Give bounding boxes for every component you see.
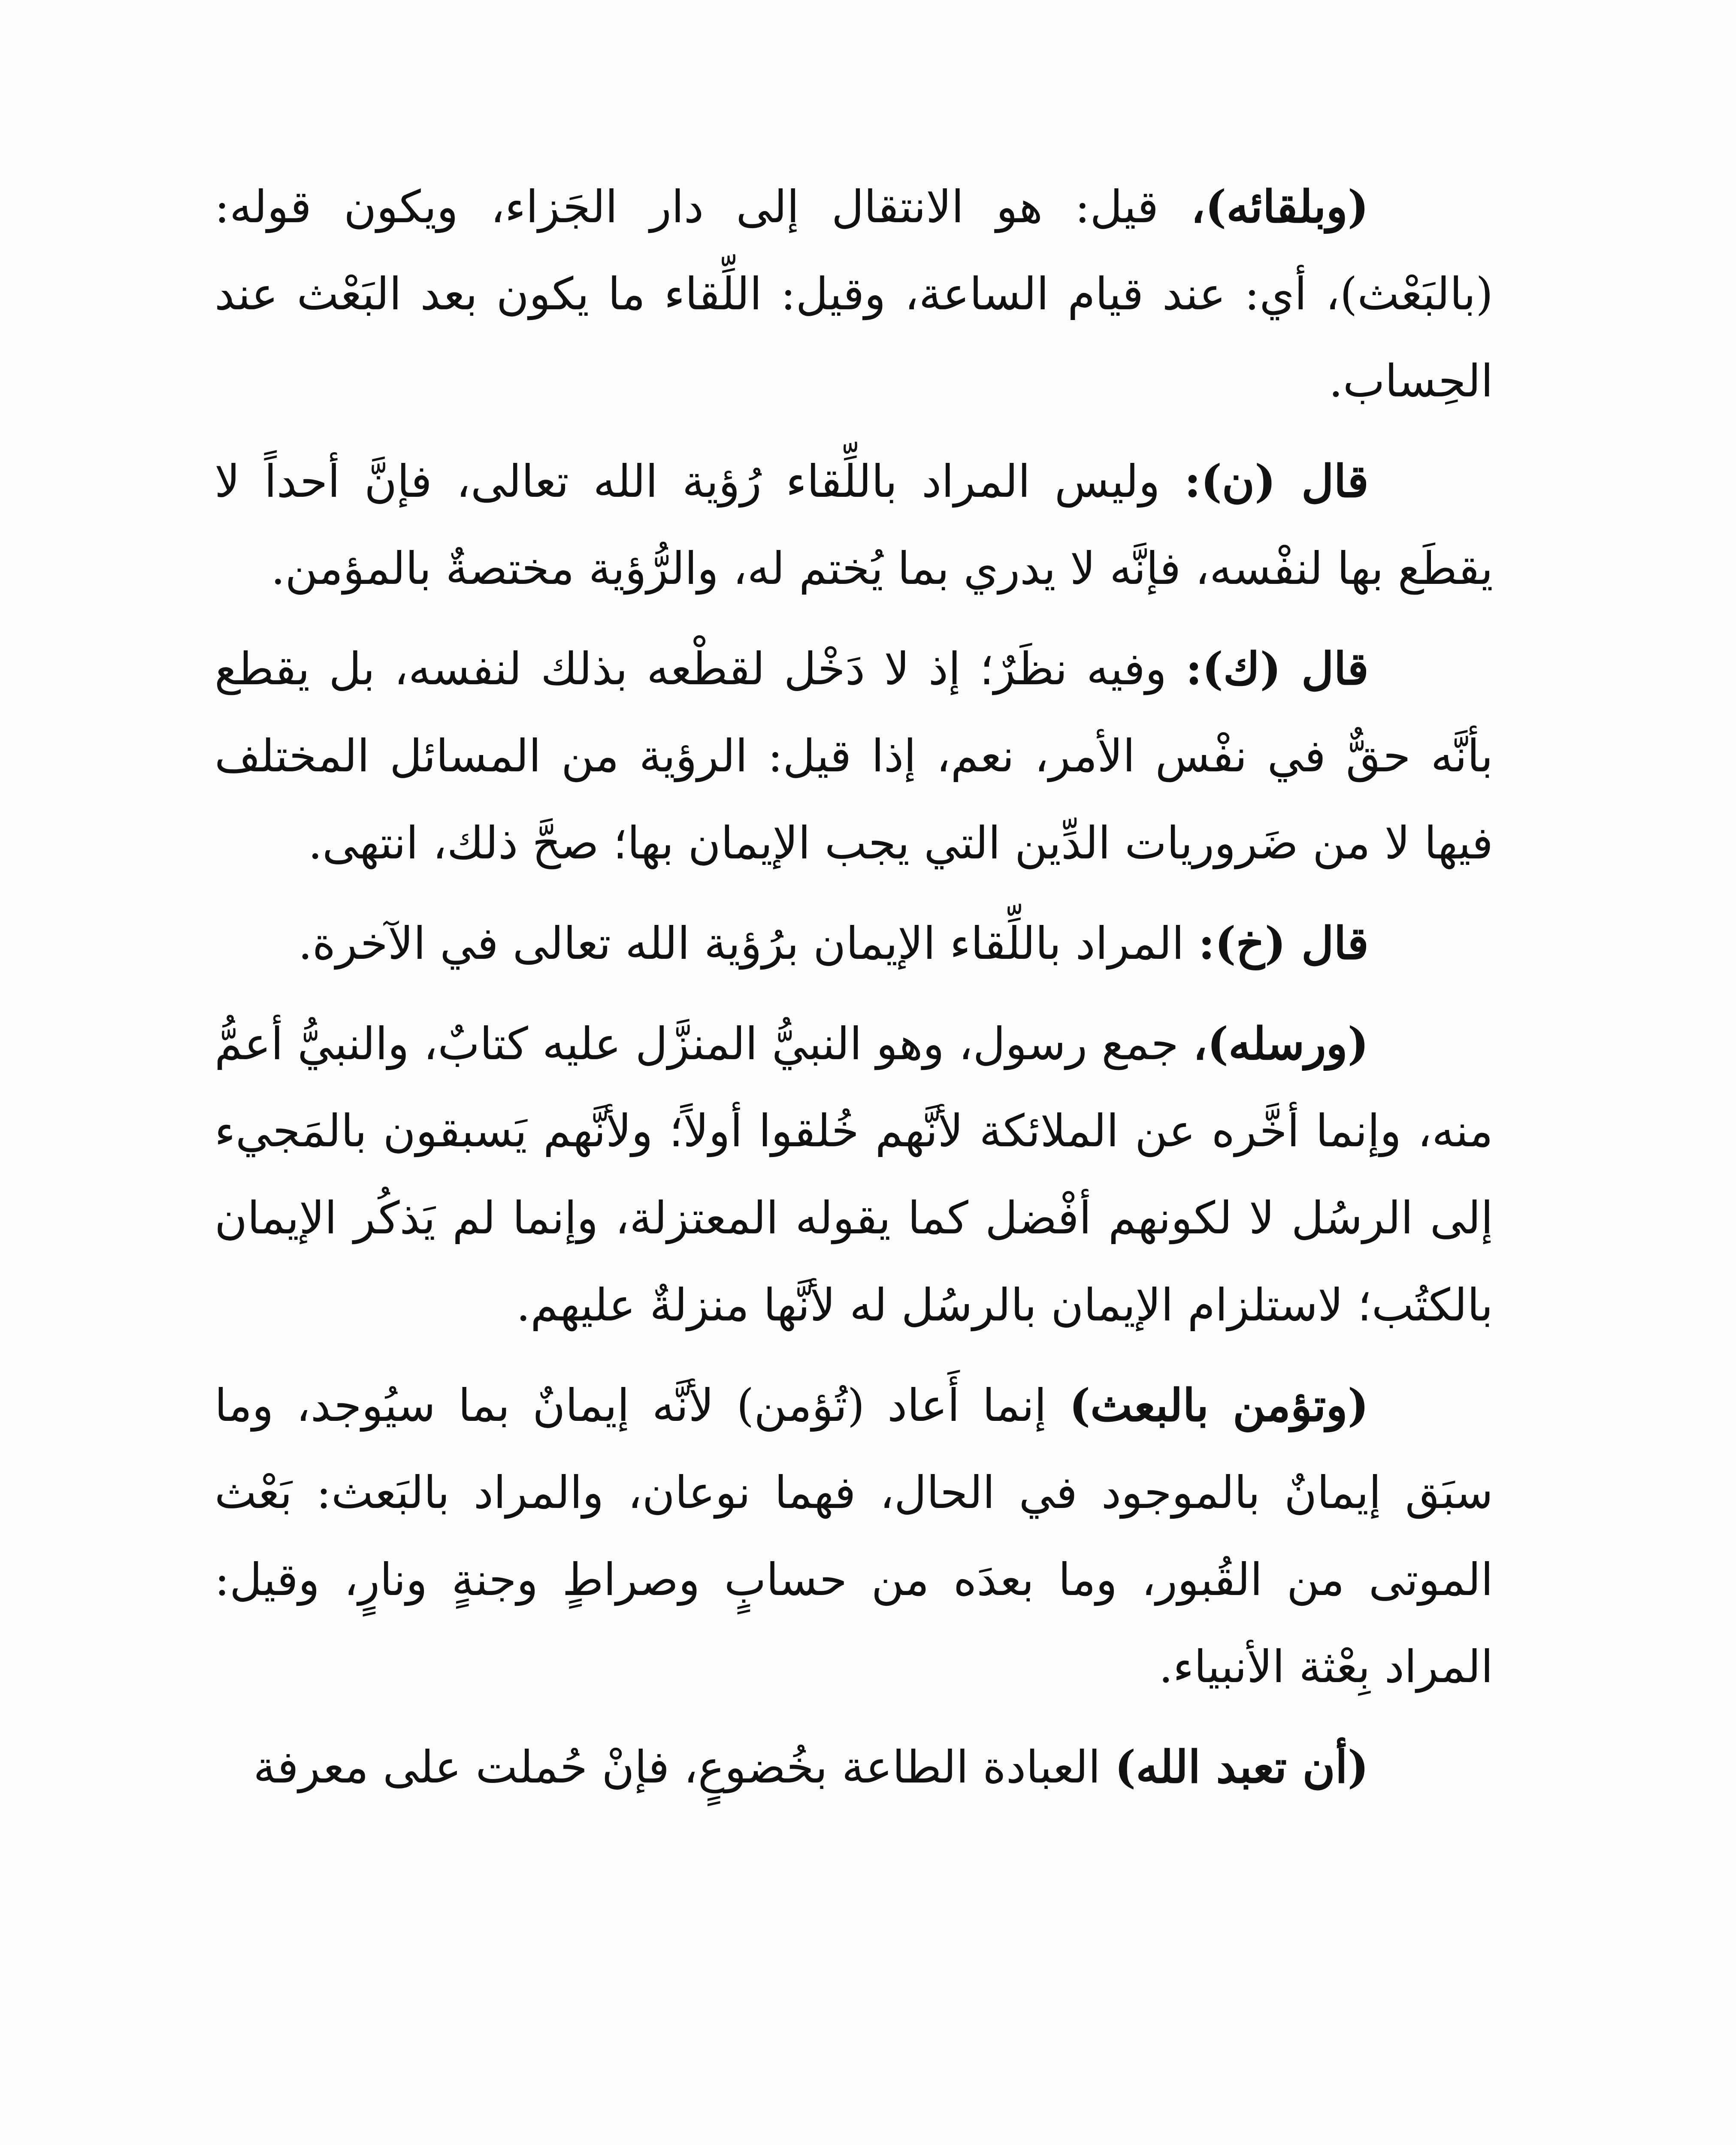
paragraph-lead: (وبلقائه)، [1191,180,1369,233]
paragraph-4 [215,900,1493,987]
paragraph-text: إنما أَعاد (تُؤمن) لأنَّه إيمانٌ بما سيُوجد، وما سبَق إيمانٌ بالموجود في الحال، فهما نوعان، والمراد بالبَعث: بَعْث الموتى من القُبور، وما بعدَه من حسابٍ وصراطٍ وجنةٍ ونارٍ، وقيل: المراد بِعْثة الأنبياء. [215,1379,1493,1693]
paragraph-text: وليس المراد باللِّقاء رُؤية الله تعالى، فإنَّ أحداً لا يقطَع بها لنفْسه، فإنَّه لا يدري بما يُختم له، والرُّؤية مختصةٌ بالمؤمن. [215,455,1493,595]
paragraph-lead: (أن تعبد الله) [1115,1740,1369,1793]
paragraph-text: وفيه نظَرٌ؛ إذ لا دَخْل لقطْعه بذلك لنفسه، بل يقطع بأنَّه حقٌّ في نفْس الأمر، نعم، إذا قيل: الرؤية من المسائل المختلف فيها لا من ضَروريات الدِّين التي يجب الإيمان بها؛ صحَّ ذلك، انتهى. [215,643,1493,869]
paragraph-lead: قال (ك): [1186,642,1369,695]
paragraph-lead: (وتؤمن بالبعث) [1069,1379,1369,1432]
paragraph-text: العبادة الطاعة بخُضوعٍ، فإنْ حُملت على معرفة [253,1741,1115,1793]
paragraph-6 [215,1362,1493,1710]
paragraph-text: قيل: هو الانتقال إلى دار الجَزاء، ويكون قوله: (بالبَعْث)، أي: عند قيام الساعة، وقيل: اللِّقاء ما يكون بعد البَعْث عند الحِساب. [215,181,1493,407]
paragraph-lead: قال (ن): [1184,455,1369,508]
paragraph-7 [215,1723,1493,1811]
paragraph-5 [215,1000,1493,1349]
paragraph-2 [215,438,1493,612]
paragraph-text: جمع رسول، وهو النبيُّ المنزَّل عليه كتابٌ، والنبيُّ أعمُّ منه، وإنما أخَّره عن الملائكة لأنَّهم خُلقوا أولاً؛ ولأنَّهم يَسبقون بالمَجيء إلى الرسُل لا لكونهم أفْضل كما يقوله المعتزلة، وإنما لم يَذكُر الإيمان بالكتُب؛ لاستلزام الإيمان بالرسُل له لأنَّها منزلةٌ عليهم. [215,1018,1493,1331]
body-text [215,163,1493,1824]
paragraph-1 [215,163,1493,425]
paragraph-3 [215,625,1493,887]
paragraph-lead: (ورسله)، [1193,1017,1369,1070]
paragraph-lead: قال (خ): [1198,917,1369,970]
paragraph-text: المراد باللِّقاء الإيمان برُؤية الله تعالى في الآخرة. [298,917,1198,970]
